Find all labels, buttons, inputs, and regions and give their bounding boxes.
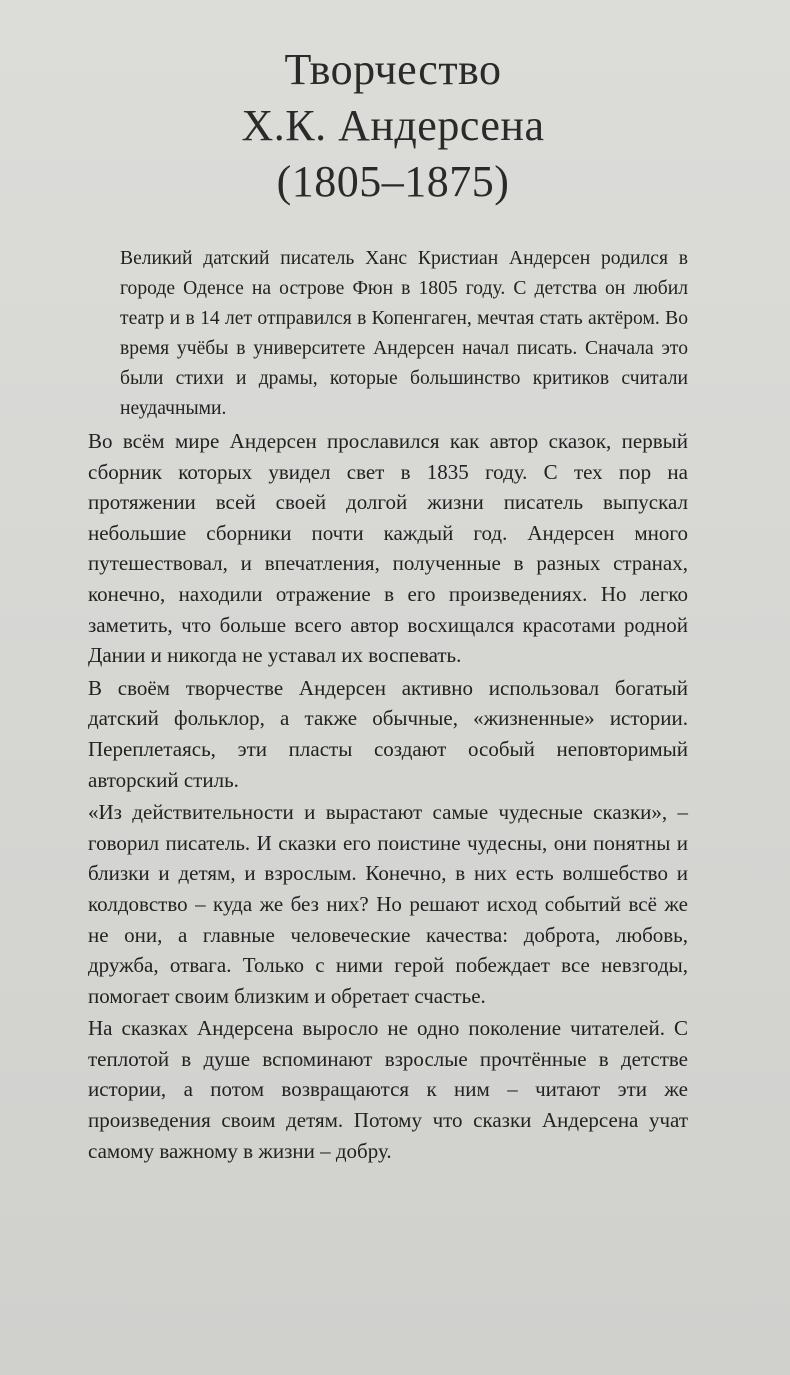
title-line-3: (1805–1875) (276, 157, 510, 206)
paragraph-3: В своём творчестве Андерсен активно использовал богатый датский фольклор, а также обычные, «жизненные» истории. Переплетаясь, эти пласты создают особый неповторимый авторский стиль. (88, 675, 688, 792)
title-line-2: Х.К. Андерсена (241, 101, 545, 150)
page-title (88, 42, 688, 210)
paragraph-1: Великий датский писатель Ханс Кристиан Андерсен родился в городе Оденсе на острове Фюн в 1805 году. С детства он любил театр и в 14 лет отправился в Копенгаген, мечтая стать актёром. Во время учёбы в университете Андерсен начал писать. Сначала это были стихи и драмы, которые большинство критиков считали неудачными. (120, 248, 688, 419)
title-line-1: Творчество (284, 45, 502, 94)
article-body (88, 244, 688, 1166)
paragraph-5: На сказках Андерсена выросло не одно поколение читателей. С теплотой в душе вспоминают взрослые прочтённые в детстве истории, а потом возвращаются к ним – читают эти же произведения своим детям. Потому что сказки Андерсена учат самому важному в жизни – добру. (88, 1016, 688, 1163)
paragraph-2: Во всём мире Андерсен прославился как автор сказок, первый сборник которых увидел свет в 1835 году. С тех пор на протяжении всей своей долгой жизни писатель выпускал небольшие сборники почти каждый год. Андерсен много путешествовал, и впечатления, полученные в разных странах, конечно, находили отражение в его произведениях. Но легко заметить, что больше всего автор восхищался красотами родной Дании и никогда не уставал их воспевать. (88, 429, 688, 668)
paragraph-4: «Из действительности и вырастают самые чудесные сказки», – говорил писатель. И сказки его поистине чудесны, они понятны и близки и детям, и взрослым. Конечно, в них есть волшебство и колдовство – куда же без них? Но решают исход событий всё же не они, а главные человеческие качества: доброта, любовь, дружба, отвага. Только с ними герой побеждает все невзгоды, помогает своим близким и обретает счастье. (88, 800, 688, 1008)
